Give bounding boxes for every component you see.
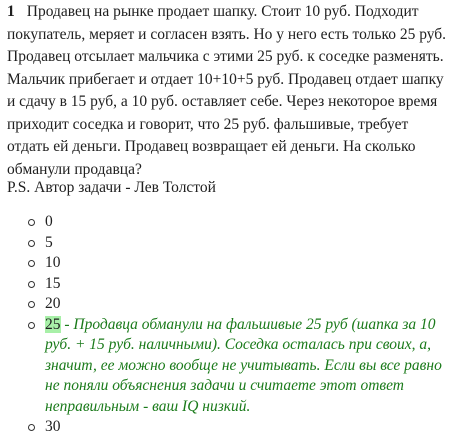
circle-bullet-icon	[28, 219, 35, 226]
answer-option-15[interactable]	[28, 274, 446, 295]
postscript: P.S. Автор задачи - Лев Толстой	[7, 179, 216, 196]
circle-bullet-icon	[28, 424, 35, 431]
answer-options-list	[28, 212, 446, 438]
option-value[interactable]: 10	[45, 254, 61, 271]
question-number: 1	[7, 3, 15, 20]
circle-bullet-icon	[28, 322, 35, 329]
answer-option-20[interactable]	[28, 294, 446, 315]
answer-option-5[interactable]	[28, 233, 446, 254]
answer-option-10[interactable]	[28, 253, 446, 274]
option-value[interactable]: 20	[45, 295, 61, 312]
question-block	[7, 0, 453, 181]
answer-option-25-correct[interactable]	[28, 315, 446, 418]
circle-bullet-icon	[28, 301, 35, 308]
quiz-page	[7, 0, 453, 435]
circle-bullet-icon	[28, 281, 35, 288]
option-value[interactable]: 5	[45, 233, 53, 251]
option-separator: -	[60, 315, 74, 333]
answer-option-30[interactable]	[28, 417, 446, 438]
answer-option-0[interactable]	[28, 212, 446, 233]
answer-explanation: Продавца обманули на фальшивые 25 руб (шапка за 10 руб. + 15 руб. наличными). Соседка осталась при своих, а, значит, ее можно вообще не учитывать. Если вы все равно не поняли объяснения задачи и считаете этот ответ неправильным - ваш IQ низкий.	[45, 315, 442, 415]
option-value[interactable]: 30	[45, 418, 61, 435]
circle-bullet-icon	[28, 260, 35, 267]
option-value[interactable]: 15	[45, 274, 61, 292]
question-text: Продавец на рынке продает шапку. Стоит 10 руб. Подходит покупатель, меряет и согласен взять. Но у него есть только 25 руб. Продавец отсылает мальчика с этими 25 руб. к соседке разменять. Мальчик прибегает и отдает 10+10+5 руб. Продавец отдает шапку и сдачу в 15 руб, а 10 руб. оставляет себе. Через некоторое время приходит соседка и говорит, что 25 руб. фальшивые, требует отдать ей деньги. Продавец возвращает ей деньги. На сколько обманули продавца?	[7, 3, 447, 178]
option-value[interactable]: 0	[45, 213, 53, 230]
correct-option-value[interactable]: 25	[45, 315, 61, 333]
circle-bullet-icon	[28, 240, 35, 247]
